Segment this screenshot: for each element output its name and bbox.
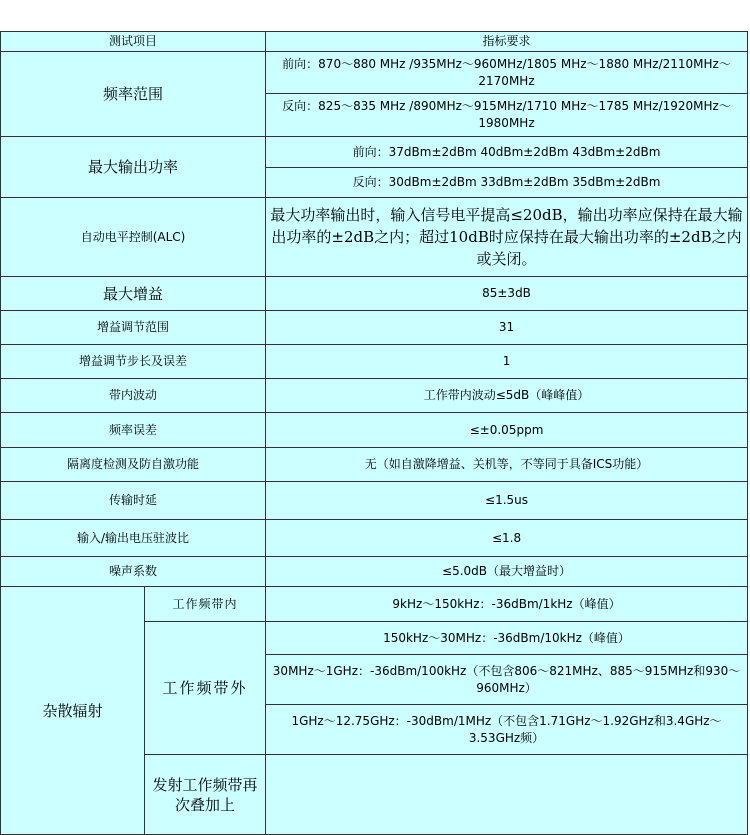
vswr-value: ≤1.8: [266, 520, 748, 557]
table-row: [1, 587, 748, 622]
gain-step-label: 增益调节步长及误差: [1, 345, 266, 379]
power-reverse: 反向：30dBm±2dBm 33dBm±2dBm 35dBm±2dBm: [266, 168, 748, 198]
table-row: [1, 311, 748, 345]
delay-value: ≤1.5us: [266, 482, 748, 520]
table-row: [1, 137, 748, 168]
gain-range-value: 31: [266, 311, 748, 345]
frequency-forward: 前向：870～880 MHz /935MHz～960MHz/1805 MHz～1880 MHz/2110MHz～2170MHz: [266, 52, 748, 94]
ripple-value: 工作带内波动≤5dB（峰峰值）: [266, 379, 748, 413]
gain-range-label: 增益调节范围: [1, 311, 266, 345]
out-band-label: 工作频带外: [145, 622, 266, 755]
table-row: [1, 52, 748, 94]
max-gain-value: 85±3dB: [266, 277, 748, 311]
table-row: [1, 448, 748, 482]
out-band-row-2: 30MHz～1GHz：-36dBm/100kHz（不包含806～821MHz、885～915MHz和930～960MHz）: [266, 655, 748, 705]
vswr-label: 输入/输出电压驻波比: [1, 520, 266, 557]
power-forward: 前向：37dBm±2dBm 40dBm±2dBm 43dBm±2dBm: [266, 137, 748, 168]
max-output-power-label: 最大输出功率: [1, 137, 266, 198]
spec-table: [0, 31, 748, 835]
delay-label: 传输时延: [1, 482, 266, 520]
table-row: [1, 557, 748, 587]
table-row: [1, 345, 748, 379]
gain-step-value: 1: [266, 345, 748, 379]
table-row: [1, 198, 748, 277]
header-row: [1, 32, 748, 52]
spurious-label: 杂散辐射: [1, 587, 145, 835]
noise-value: ≤5.0dB（最大增益时）: [266, 557, 748, 587]
isolation-label: 隔离度检测及防自激功能: [1, 448, 266, 482]
isolation-value: 无（如自激降增益、关机等，不等同于具备ICS功能）: [266, 448, 748, 482]
ripple-label: 带内波动: [1, 379, 266, 413]
max-gain-label: 最大增益: [1, 277, 266, 311]
frequency-reverse: 反向：825～835 MHz /890MHz～915MHz/1710 MHz～1785 MHz/1920MHz～1980MHz: [266, 94, 748, 137]
freq-error-value: ≤±0.05ppm: [266, 413, 748, 448]
in-band-value: 9kHz～150kHz：-36dBm/1kHz（峰值）: [266, 587, 748, 622]
header-requirement: 指标要求: [266, 32, 748, 52]
freq-error-label: 频率误差: [1, 413, 266, 448]
alc-label: 自动电平控制(ALC): [1, 198, 266, 277]
frequency-range-label: 频率范围: [1, 52, 266, 137]
alc-value: 最大功率输出时，输入信号电平提高≤20dB，输出功率应保持在最大输出功率的±2dB之内；超过10dB时应保持在最大输出功率的±2dB之内或关闭。: [266, 198, 748, 277]
tx-band-label: 发射工作频带再次叠加上: [145, 755, 266, 835]
out-band-row-1: 150kHz～30MHz：-36dBm/10kHz（峰值）: [266, 622, 748, 655]
table-row: [1, 379, 748, 413]
table-row: [1, 277, 748, 311]
out-band-row-3: 1GHz～12.75GHz：-30dBm/1MHz（不包含1.71GHz～1.92GHz和3.4GHz～3.53GHz频）: [266, 705, 748, 755]
table-row: [1, 413, 748, 448]
noise-label: 噪声系数: [1, 557, 266, 587]
tx-band-value: [266, 755, 748, 835]
in-band-label: 工作频带内: [145, 587, 266, 622]
table-row: [1, 520, 748, 557]
header-item: 测试项目: [1, 32, 266, 52]
table-row: [1, 482, 748, 520]
